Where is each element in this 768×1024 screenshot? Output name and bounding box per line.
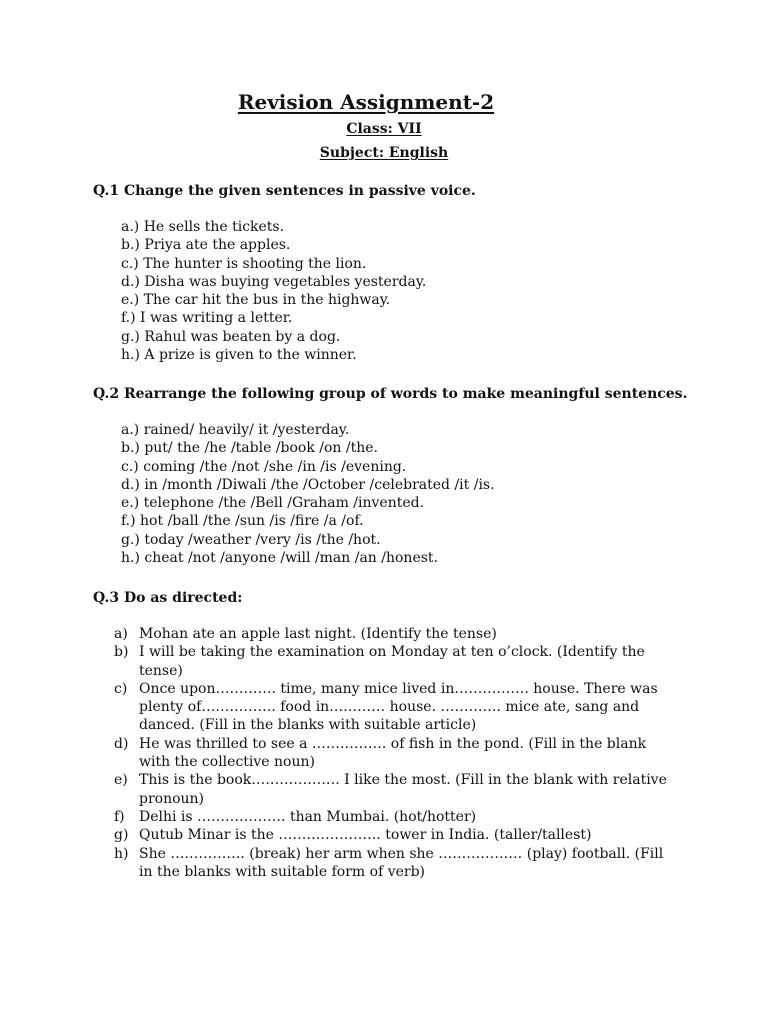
q3-item	[114, 680, 674, 735]
q3-item	[114, 771, 674, 808]
q3-item-text: She ……………. (break) her arm when she ……………… (play) football. (Fill in the blanks with suitable form of verb)	[139, 845, 664, 880]
q3-item	[114, 845, 674, 882]
q1-item-e: e.) The car hit the bus in the highway.	[121, 292, 391, 309]
q2-item-g: g.) today /weather /very /is /the /hot.	[121, 531, 381, 548]
q3-item-text: This is the book………………. I like the most. (Fill in the blank with relative pronoun)	[139, 772, 667, 807]
question-2-heading: Q.2 Rearrange the following group of words to make meaningful sentences.	[93, 386, 688, 402]
q3-item-marker: f)	[114, 808, 125, 825]
q1-item-f: f.) I was writing a letter.	[121, 310, 293, 327]
q3-item-marker: a)	[114, 626, 128, 642]
question-3-list	[114, 625, 674, 881]
question-3-heading: Q.3 Do as directed:	[93, 590, 243, 606]
q3-item-marker: g)	[114, 827, 129, 844]
q3-item-text: Once upon…………. time, many mice lived in……………. house. There was plenty of……………. food in………… house. …………. mice ate, sang and danced. (Fill in the blanks with suitable article)	[139, 680, 658, 734]
q1-item-h: h.) A prize is given to the winner.	[121, 347, 357, 364]
q3-item-marker: d)	[114, 735, 129, 752]
q2-item-c: c.) coming /the /not /she /in /is /evening.	[121, 458, 407, 475]
q1-item-d: d.) Disha was buying vegetables yesterday.	[121, 273, 427, 290]
q2-item-e: e.) telephone /the /Bell /Graham /invented.	[121, 495, 425, 512]
q1-item-a: a.) He sells the tickets.	[121, 219, 285, 235]
q3-item-text: Mohan ate an apple last night. (Identify the tense)	[139, 626, 497, 642]
q3-item-text: He was thrilled to see a ……………. of fish in the pond. (Fill in the blank with the collective noun)	[139, 735, 647, 771]
q1-item-g: g.) Rahul was beaten by a dog.	[121, 328, 341, 345]
q3-item-text: Qutub Minar is the …………………. tower in India. (taller/tallest)	[139, 827, 592, 844]
subject-line: Subject: English	[319, 145, 449, 161]
q3-item	[114, 808, 674, 826]
q3-item-marker: e)	[114, 772, 128, 789]
q2-item-d: d.) in /month /Diwali /the /October /celebrated /it /is.	[121, 476, 495, 493]
q2-item-b: b.) put/ the /he /table /book /on /the.	[121, 440, 378, 457]
q3-item-text: I will be taking the examination on Monday at ten o’clock. (Identify the tense)	[139, 644, 645, 679]
question-1-heading: Q.1 Change the given sentences in passive voice.	[93, 183, 476, 199]
class-line: Class: VII	[346, 121, 422, 137]
question-2-list	[121, 421, 495, 567]
q2-item-a: a.) rained/ heavily/ it /yesterday.	[121, 422, 350, 438]
q3-item-text: Delhi is ………………. than Mumbai. (hot/hotter)	[139, 808, 477, 825]
q1-item-c: c.) The hunter is shooting the lion.	[121, 255, 367, 272]
q3-item	[114, 625, 674, 643]
q3-item-marker: h)	[114, 845, 129, 862]
q3-item-marker: b)	[114, 644, 129, 661]
page-title: Revision Assignment-2	[237, 90, 495, 114]
q1-item-b: b.) Priya ate the apples.	[121, 237, 291, 254]
question-1-list	[121, 218, 426, 364]
q2-item-h: h.) cheat /not /anyone /will /man /an /honest.	[121, 550, 438, 567]
q3-item	[114, 826, 674, 844]
q2-item-f: f.) hot /ball /the /sun /is /fire /a /of.	[121, 513, 364, 530]
q3-item-marker: c)	[114, 680, 128, 697]
q3-item	[114, 735, 674, 772]
q3-item	[114, 643, 674, 680]
